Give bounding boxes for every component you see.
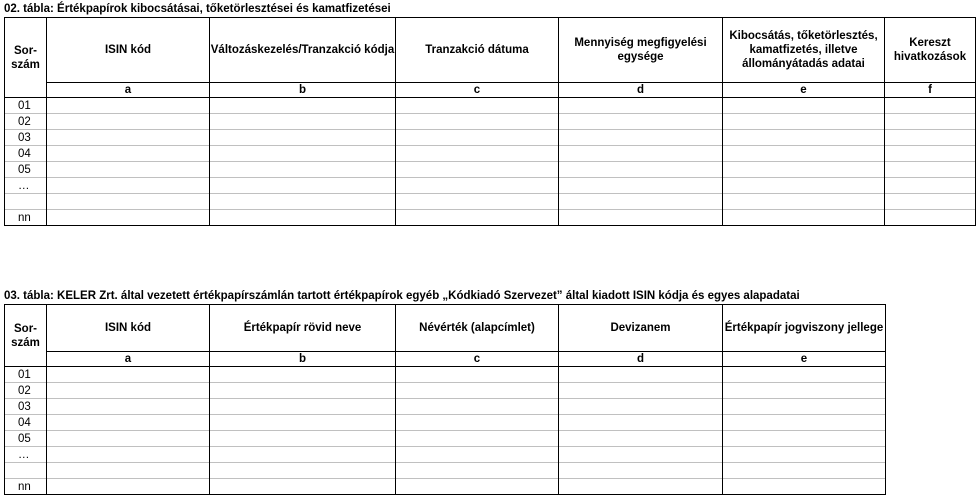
table-cell: [559, 399, 723, 415]
table-cell: [47, 447, 210, 463]
header-kibocsatas: Kibocsátás, tőketörlesztés, kamatfizetés, illetve állományátadás adatai: [723, 18, 885, 83]
header-isin-kod: ISIN kód: [47, 18, 210, 83]
letter-a: a: [47, 352, 210, 367]
header-valtozaskezeles: Változáskezelés/Tranzakció kódja: [210, 18, 396, 83]
table-cell: [559, 415, 723, 431]
table-cell: [210, 98, 396, 114]
table-row: [5, 383, 886, 399]
table-cell: [396, 447, 559, 463]
table-cell: [723, 194, 885, 210]
row-number: 02: [5, 383, 47, 399]
table-cell: [47, 399, 210, 415]
table-cell: [559, 114, 723, 130]
table-cell: [723, 114, 885, 130]
table-row: [5, 162, 976, 178]
table-cell: [559, 463, 723, 479]
table-cell: [559, 479, 723, 495]
table-cell: [723, 383, 886, 399]
table-cell: [885, 210, 976, 226]
table-cell: [723, 178, 885, 194]
row-number: 04: [5, 146, 47, 162]
table-cell: [210, 178, 396, 194]
letter-e: e: [723, 352, 886, 367]
table-row: [5, 114, 976, 130]
table-cell: [210, 194, 396, 210]
table-cell: [723, 162, 885, 178]
table-cell: [559, 162, 723, 178]
table-cell: [47, 479, 210, 495]
table-cell: [559, 383, 723, 399]
table-cell: [723, 479, 886, 495]
table-cell: [723, 463, 886, 479]
header-kereszt-hivatkozasok: Kereszt hivatkozások: [885, 18, 976, 83]
row-number: …: [5, 447, 47, 463]
row-number: [5, 194, 47, 210]
table-cell: [396, 431, 559, 447]
table-cell: [210, 415, 396, 431]
table-cell: [559, 210, 723, 226]
table-cell: [210, 130, 396, 146]
table-cell: [210, 463, 396, 479]
letter-b: b: [210, 352, 396, 367]
header-nevertek: Névérték (alapcímlet): [396, 305, 559, 352]
table-row: [5, 415, 886, 431]
table-cell: [396, 114, 559, 130]
table-row: [5, 210, 976, 226]
table-cell: [723, 415, 886, 431]
letter-e: e: [723, 83, 885, 98]
table-cell: [559, 447, 723, 463]
table-cell: [885, 98, 976, 114]
letter-a: a: [47, 83, 210, 98]
table-cell: [885, 114, 976, 130]
table-cell: [396, 367, 559, 383]
sorszam-header: Sor- szám: [5, 305, 47, 367]
table-cell: [559, 431, 723, 447]
table-cell: [723, 210, 885, 226]
table-cell: [396, 162, 559, 178]
table-cell: [723, 399, 886, 415]
table-cell: [396, 463, 559, 479]
table-cell: [396, 479, 559, 495]
table-cell: [723, 447, 886, 463]
table-cell: [47, 383, 210, 399]
table-cell: [723, 130, 885, 146]
table-cell: [47, 98, 210, 114]
table-cell: [396, 415, 559, 431]
table-row: [5, 146, 976, 162]
letter-d: d: [559, 83, 723, 98]
row-number: 01: [5, 98, 47, 114]
table-row: [5, 463, 886, 479]
table-row: [5, 367, 886, 383]
table-cell: [559, 146, 723, 162]
table-row: [5, 194, 976, 210]
table-cell: [885, 146, 976, 162]
table-cell: [559, 98, 723, 114]
table-cell: [210, 367, 396, 383]
table-cell: [396, 178, 559, 194]
table-cell: [210, 431, 396, 447]
table-cell: [723, 431, 886, 447]
table-cell: [210, 146, 396, 162]
table-row: [5, 479, 886, 495]
header-mennyiseg: Mennyiség megfigyelési egysége: [559, 18, 723, 83]
table-cell: [396, 146, 559, 162]
table-cell: [885, 162, 976, 178]
letter-f: f: [885, 83, 976, 98]
table-row: [5, 178, 976, 194]
row-number: 03: [5, 130, 47, 146]
row-number: 03: [5, 399, 47, 415]
table-03-title: 03. tábla: KELER Zrt. által vezetett értékpapírszámlán tartott értékpapírok egyéb „Kódkiadó Szervezet” által kiadott ISIN kódja és egyes alapadatai: [4, 290, 800, 302]
row-number: 02: [5, 114, 47, 130]
header-isin-kod: ISIN kód: [47, 305, 210, 352]
table-cell: [559, 130, 723, 146]
row-number: 05: [5, 162, 47, 178]
table-02-title: 02. tábla: Értékpapírok kibocsátásai, tőketörlesztései és kamatfizetései: [4, 3, 391, 15]
letter-c: c: [396, 352, 559, 367]
table-row: [5, 98, 976, 114]
table-row: [5, 431, 886, 447]
table-02: [4, 17, 976, 226]
row-number: 05: [5, 431, 47, 447]
table-cell: [210, 399, 396, 415]
table-03: [4, 304, 886, 495]
table-cell: [559, 178, 723, 194]
table-cell: [47, 178, 210, 194]
table-row: [5, 130, 976, 146]
header-ertekpapir-rovid-neve: Értékpapír rövid neve: [210, 305, 396, 352]
table-cell: [396, 383, 559, 399]
table-cell: [396, 194, 559, 210]
table-cell: [723, 367, 886, 383]
table-cell: [723, 146, 885, 162]
table-row: [5, 399, 886, 415]
table-cell: [47, 114, 210, 130]
table-cell: [885, 178, 976, 194]
table-row: [5, 447, 886, 463]
table-cell: [559, 367, 723, 383]
header-tranzakcio-datuma: Tranzakció dátuma: [396, 18, 559, 83]
table-cell: [47, 210, 210, 226]
row-number: …: [5, 178, 47, 194]
table-cell: [47, 431, 210, 447]
table-cell: [47, 194, 210, 210]
table-cell: [396, 399, 559, 415]
table-cell: [47, 367, 210, 383]
table-cell: [885, 194, 976, 210]
row-number: 01: [5, 367, 47, 383]
table-cell: [396, 130, 559, 146]
row-number: nn: [5, 479, 47, 495]
row-number: 04: [5, 415, 47, 431]
table-cell: [210, 383, 396, 399]
letter-c: c: [396, 83, 559, 98]
sorszam-header: Sor- szám: [5, 18, 47, 98]
table-cell: [47, 463, 210, 479]
table-cell: [210, 114, 396, 130]
table-cell: [47, 146, 210, 162]
header-jogviszony-jellege: Értékpapír jogviszony jellege: [723, 305, 886, 352]
table-cell: [210, 479, 396, 495]
table-cell: [559, 194, 723, 210]
table-cell: [210, 162, 396, 178]
table-cell: [47, 162, 210, 178]
table-cell: [396, 98, 559, 114]
table-cell: [210, 210, 396, 226]
row-number: [5, 463, 47, 479]
letter-d: d: [559, 352, 723, 367]
table-cell: [885, 130, 976, 146]
row-number: nn: [5, 210, 47, 226]
letter-b: b: [210, 83, 396, 98]
table-cell: [47, 415, 210, 431]
header-devizanem: Devizanem: [559, 305, 723, 352]
table-cell: [396, 210, 559, 226]
table-cell: [210, 447, 396, 463]
table-cell: [47, 130, 210, 146]
table-cell: [723, 98, 885, 114]
